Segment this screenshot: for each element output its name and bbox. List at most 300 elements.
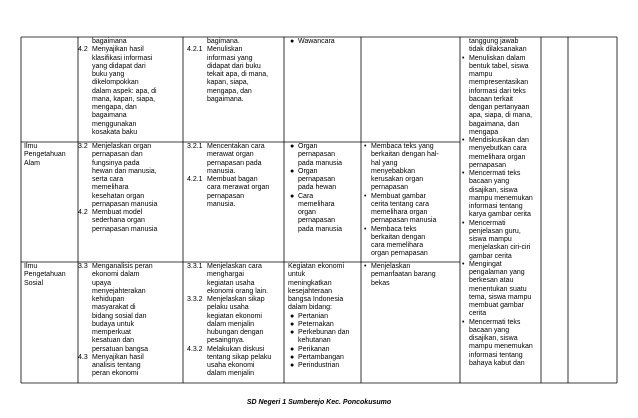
sidebar-text: penjelasan guru, [469,227,521,235]
materi-text: Pertanian [298,312,328,320]
bullet-icon: • [364,225,367,233]
kd-line [92,288,182,296]
kd-line [78,263,182,271]
materi-line [288,184,360,192]
bullet-icon: ● [290,312,295,320]
kegiatan-line [364,280,459,288]
materi-line [288,321,360,329]
kegiatan-line [364,234,459,242]
kd-text: Menyajikan hasil [92,353,144,361]
kd-cell [78,263,182,379]
sidebar-line [462,236,540,244]
kd-line [92,176,182,184]
kd-number: 4.3 [78,353,88,361]
sidebar-text: Mendiskusikan dan [469,137,529,144]
sidebar-line [462,343,540,351]
bullet-icon: ● [290,143,295,150]
materi-line [288,176,360,184]
indicator-line [187,280,283,288]
sidebar-text: mengapa [469,128,499,136]
indicator-number: 3.3.2 [187,296,203,303]
bullet-icon: ● [290,192,295,200]
sidebar-text: pernapasan [469,161,506,169]
kegiatan-text: cara memelihara [371,242,424,249]
kd-text: memelihara [92,184,129,192]
kegiatan-line [364,242,459,250]
sidebar-line [462,46,540,54]
kegiatan-text: organ pernapasan [371,250,428,258]
kd-line [92,313,182,321]
kegiatan-line [364,168,459,176]
kd-text: analisis tentang [92,362,141,369]
indicator-text: bagimana. [207,38,240,45]
indicator-text: Menuliskan [207,46,243,54]
kegiatan-text: Membuat gambar [371,192,426,200]
materi-line [288,168,360,176]
kd-line [92,280,182,288]
sidebar-line [462,145,540,153]
indicator-text: Melakukan diskusi [207,345,265,353]
kd-cell [78,38,182,137]
sidebar-text: informasi dari teks [469,87,526,95]
kegiatan-text: bekas [371,279,390,287]
sidebar-text: menjelaskan ciri-ciri [469,244,531,252]
sidebar-line [462,360,540,368]
indicator-text: mengapa, dan [207,87,252,95]
sidebar-line [462,55,540,63]
kd-text: klasifikasi informasi [92,54,153,62]
materi-line [288,193,360,201]
kd-number: 4.2 [78,209,88,216]
indicator-line [187,176,283,184]
kd-number: 3.2 [78,143,88,150]
kd-line [92,337,182,345]
materi-intro-line: Kegiatan ekonomi [288,263,345,270]
kegiatan-cell [364,143,459,259]
materi-line [288,354,360,362]
kd-line [78,209,182,217]
sidebar-line [462,294,540,302]
sidebar-line [462,310,540,318]
sidebar-text: Mengingat [469,260,502,268]
indicator-text: hubungan dengan [207,329,264,336]
kd-text: serta cara [92,176,124,183]
kd-line [92,151,182,159]
indicator-text: pelaku usaha [207,304,249,312]
materi-line [288,143,360,151]
sidebar-cell [462,38,540,368]
materi-text: Perikanan [298,345,330,353]
kd-line [92,112,182,120]
indicator-line [187,271,283,279]
indicator-line [187,362,283,370]
kd-text: pernapasan manusia [92,225,158,233]
materi-text: kehutanan [298,337,331,345]
materi-text: Organ [298,143,318,150]
kegiatan-line [364,226,459,234]
sidebar-text: siswa mampu [469,236,512,243]
sidebar-line [462,335,540,343]
materi-line [288,217,360,225]
kegiatan-text: menyebabkan [371,167,415,175]
kegiatan-text: Membaca teks yang [371,143,434,150]
materi-text: Perindustrian [298,362,340,369]
indicator-line [187,337,283,345]
kd-text: masyarakat di [92,304,136,312]
sidebar-line [462,112,540,120]
subject-cell [24,263,76,288]
kd-line [92,370,182,378]
kd-number: 4.2 [78,46,88,54]
materi-line [288,209,360,217]
bullet-icon: • [462,170,465,177]
sidebar-text: disajikan, siswa [469,186,518,194]
indicator-text: cara merawat organ [207,184,270,192]
sidebar-line [462,170,540,178]
materi-line [288,226,360,234]
materi-intro-line: kesejahteraan [288,287,332,295]
indicator-line [187,304,283,312]
sidebar-line [462,178,540,186]
kd-line [92,184,182,192]
materi-line [288,38,360,46]
kd-number: 3.3 [78,263,88,270]
materi-text: organ [298,209,316,216]
subject-cell [24,143,76,168]
materi-intro-line: untuk [288,271,306,279]
indicator-text: Membuat bagan [207,176,258,183]
materi-cell [288,263,360,370]
sidebar-text: karya gambar cerita [469,211,531,219]
sidebar-text: disajikan, siswa [469,335,518,342]
indicator-line [187,71,283,79]
kegiatan-text: memelihara organ [371,209,428,216]
indicator-text: usaha ekonomi [207,362,255,369]
indicator-number: 4.2.1 [187,176,203,183]
kd-line [92,201,182,209]
kd-line [92,121,182,129]
materi-intro-line: bangsa Indonesia [288,296,344,303]
kd-text: menggunakan [92,120,137,128]
kd-text: dalam aspek: apa, di [92,87,157,95]
indicator-line [187,296,283,304]
kegiatan-line [364,193,459,201]
indicator-line [187,201,283,209]
indicator-text: Menjelaskan sikap [207,296,265,303]
sidebar-line [462,220,540,228]
kd-text: kesehatan organ [92,192,145,200]
bullet-icon: • [462,219,465,227]
sidebar-text: mampu menemukan [469,343,533,351]
sidebar-line [462,253,540,261]
kd-line [78,353,182,362]
kd-text: dikelompokkan [92,79,139,87]
materi-line [288,201,360,209]
materi-line [288,346,360,354]
sidebar-text: cerita [469,310,487,318]
materi-text: Peternakan [298,320,334,328]
materi-cell [288,143,360,234]
kd-text: fungsinya pada [92,159,140,167]
indicator-cell [187,38,283,104]
indicator-line [187,38,283,46]
indicator-line [187,160,283,168]
kegiatan-text: Menjelaskan [371,263,411,270]
sidebar-line [462,327,540,335]
kegiatan-line [364,151,459,159]
indicator-text: kapan, siapa, [207,79,249,87]
bullet-icon: • [462,137,465,144]
materi-intro-line: meningkatkan [288,279,332,287]
kd-text: yang didapat dari [92,62,146,70]
indicator-line [187,63,283,71]
indicator-text: Menjelaskan cara [207,263,262,270]
sidebar-line [462,244,540,252]
kd-line [92,271,182,279]
kd-text: ekonomi dalam [92,271,140,279]
kegiatan-line [364,271,459,279]
kd-text: Membuat model [92,209,143,216]
sidebar-text: Mencermati teks [469,170,521,177]
indicator-line [187,370,283,378]
sidebar-text: bacaan yang [469,178,510,186]
materi-line [288,151,360,159]
kd-text: budaya untuk [92,320,135,328]
sidebar-line [462,104,540,112]
indicator-line [187,184,283,192]
sidebar-line [462,286,540,294]
sidebar-line [462,96,540,104]
kd-text: kehidupan [92,296,125,303]
indicator-text: kegiatan usaha [207,279,255,287]
sidebar-text: mampu menemukan [469,194,533,202]
sidebar-text: membuat gambar [469,302,524,309]
indicator-line [187,321,283,329]
sidebar-text: dengan pertanyaan [469,104,530,111]
materi-line [288,362,360,370]
kd-line [92,160,182,168]
materi-text: Cara [298,192,314,200]
indicator-text: dalam menjalin [207,320,255,328]
indicator-text: tekait apa, di mana, [207,71,269,78]
kegiatan-line [364,263,459,271]
kegiatan-text: berkaitan dengan hal- [371,151,439,159]
sidebar-text: menyebutkan cara [469,145,527,153]
indicator-line [187,143,283,151]
sidebar-text: bacaan terkait [469,95,513,103]
indicator-line [187,96,283,104]
kegiatan-line [364,209,459,217]
kd-line [92,193,182,201]
bullet-icon: ● [290,320,295,328]
indicator-number: 3.3.1 [187,263,203,270]
kd-text: mengapa, dan [92,104,137,111]
indicator-line [187,263,283,271]
kd-text: sederhana organ [92,217,145,225]
bullet-icon: • [462,260,465,268]
indicator-line [187,354,283,362]
sidebar-text: menentukan suatu [469,285,527,293]
sidebar-line [462,203,540,211]
sidebar-line [462,129,540,137]
kd-text: Menjelaskan organ [92,143,152,150]
kd-text: kesatuan dan [92,337,135,345]
kegiatan-text: cerita tentang cara [371,200,429,208]
sidebar-text: tidak dilaksanakan [469,46,527,54]
kd-text: buku yang [92,71,125,78]
kd-text: Menyajikan hasil [92,46,144,54]
materi-line [288,313,360,321]
sidebar-text: mampu [469,71,493,78]
kd-line [92,226,182,234]
sidebar-line [462,71,540,79]
sidebar-text: bahaya kabut dan [469,359,525,367]
kd-line [92,346,182,354]
indicator-text: informasi yang [207,54,253,62]
indicator-number: 3.2.1 [187,143,203,150]
materi-line [288,160,360,168]
materi-text: Pertambangan [298,353,344,361]
materi-text: pernapasan [298,176,335,183]
sidebar-line [462,302,540,310]
indicator-number: 4.3.2 [187,345,203,353]
indicator-text: dalam menjalin [207,370,255,378]
kd-line [92,55,182,63]
kegiatan-text: Membaca teks [371,225,417,233]
indicator-cell [187,143,283,209]
sidebar-text: Mencermati [469,219,506,227]
sidebar-text: Mencermati teks [469,318,521,326]
kd-line [78,143,182,151]
kd-text: bidang sosial dan [92,312,147,320]
bullet-icon: ● [290,353,295,361]
kegiatan-text: pernapasan [371,184,408,192]
sidebar-text: bentuk tabel, siswa [469,62,529,70]
kd-text: memperkuat [92,329,131,336]
subject-label: Ilmu Pengetahuan Sosial [24,263,66,287]
materi-intro-line: dalam bidang: [288,304,332,312]
sidebar-line [462,261,540,269]
indicator-line [187,46,283,54]
indicator-text: bagaimana. [207,95,244,103]
bullet-icon: • [364,192,367,200]
sidebar-line [462,79,540,87]
materi-line [288,329,360,337]
sidebar-line [462,269,540,277]
indicator-text: manusia. [207,167,236,175]
bullet-icon: • [364,143,367,150]
indicator-text: pernapasan [207,192,244,200]
kd-line [92,362,182,370]
kd-line [92,104,182,112]
indicator-text: menghargai [207,271,244,279]
kd-line [92,304,182,312]
sidebar-text: bagaimana, dan [469,120,520,128]
kegiatan-line [364,217,459,225]
indicator-text: kegiatan ekonomi [207,312,262,320]
bullet-icon: ● [290,38,295,45]
kegiatan-text: pernapasan manusia [371,217,437,225]
kd-text: mana, kapan, siapa, [92,95,156,103]
indicator-line [187,288,283,296]
indicator-line [187,193,283,201]
kd-cell [78,143,182,234]
kegiatan-line [364,184,459,192]
bullet-icon: ● [290,345,295,353]
sidebar-text: informasi tentang [469,203,523,210]
materi-text: pernapasan [298,217,335,225]
sidebar-text: pengalaman yang [469,269,525,276]
kd-line [92,296,182,304]
sidebar-line [462,195,540,203]
sidebar-line [462,121,540,129]
sidebar-line [462,228,540,236]
kd-text: pernapasan manusia [92,200,158,208]
kd-text: kosakata baku [92,128,138,136]
kd-line [92,129,182,137]
kd-text: upaya [92,279,112,287]
materi-text: memelihara [298,200,335,208]
sidebar-line [462,319,540,327]
kd-line [92,88,182,96]
kd-line [92,79,182,87]
indicator-line [187,168,283,176]
kegiatan-line [364,143,459,151]
sidebar-line [462,63,540,71]
kd-text: Menganalisis peran [92,263,153,270]
indicator-line [187,346,283,354]
sidebar-text: berkesan atau [469,277,514,285]
materi-text: pernapasan [298,151,335,159]
subject-label: Ilmu Pengetahuan Alam [24,143,66,167]
kegiatan-text: pemanfaatan barang [371,271,436,279]
indicator-text: pesaingnya. [207,337,245,345]
sidebar-line [462,162,540,170]
materi-text: Wawancara [298,38,335,45]
kd-text: bagaimana [92,38,127,45]
indicator-text: ekonomi orang lain. [207,287,269,295]
bullet-icon: ● [290,329,295,336]
sidebar-text: informasi tentang [469,351,523,359]
kd-text: pernapasan dan [92,151,143,159]
indicator-line [187,151,283,159]
materi-text: Perkebunan dan [298,329,350,336]
sidebar-line [462,211,540,219]
kd-text: hewan dan manusia, [92,167,157,175]
indicator-line [187,88,283,96]
kegiatan-text: hal yang [371,159,398,167]
indicator-text: didapat dari buku [207,62,261,70]
sidebar-text: bacaan yang [469,326,510,334]
materi-text: pada hewan [298,184,337,192]
materi-line [288,337,360,345]
sidebar-line [462,187,540,195]
kegiatan-line [364,250,459,258]
indicator-line [187,55,283,63]
indicator-text: manusia. [207,200,236,208]
kegiatan-line [364,201,459,209]
kd-line [92,329,182,337]
indicator-text: merawat organ [207,151,254,159]
indicator-cell [187,263,283,379]
kegiatan-text: berkaitan dengan [371,233,426,241]
indicator-text: tentang sikap pelaku [207,353,272,361]
kd-line [92,96,182,104]
sidebar-line [462,352,540,360]
kegiatan-line [364,160,459,168]
sidebar-text: gambar cerita [469,252,512,260]
sidebar-text: memelihara organ [469,153,526,161]
